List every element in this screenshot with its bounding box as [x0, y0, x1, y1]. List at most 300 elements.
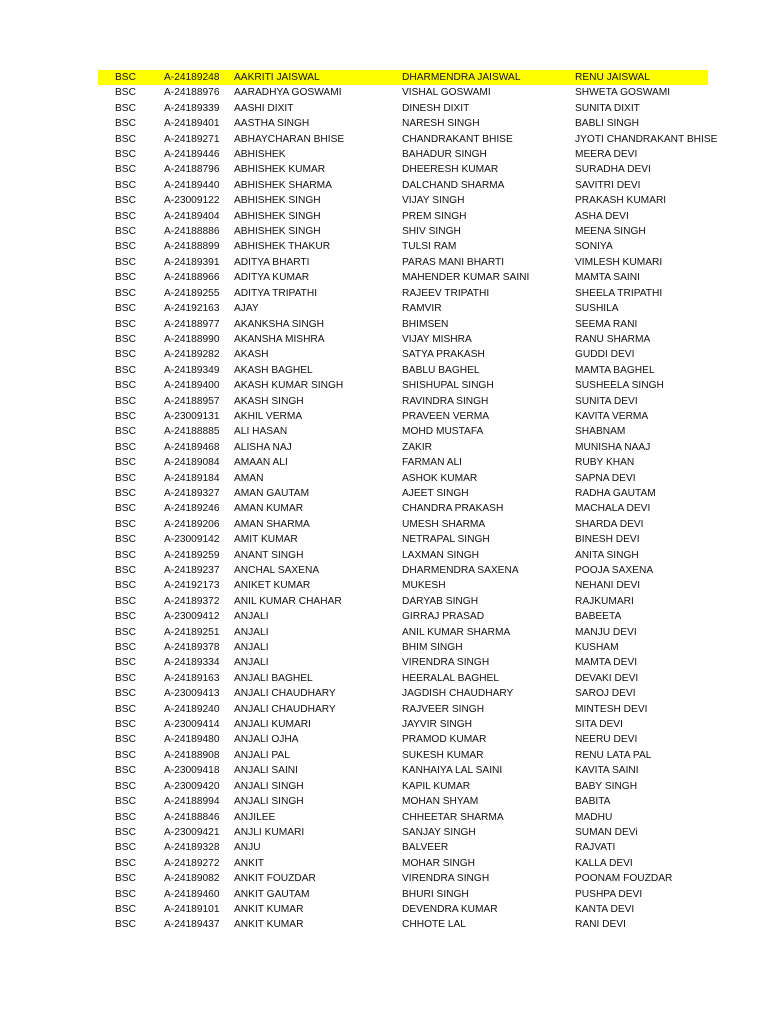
- table-row: [98, 856, 708, 871]
- student-name-cell: ANJALI CHAUDHARY: [234, 688, 336, 700]
- table-row: [98, 147, 708, 162]
- student-name-cell: AKASH KUMAR SINGH: [234, 380, 344, 392]
- roll-number-cell: A-24189255: [164, 287, 220, 299]
- mother-name-cell: PRAKASH KUMARI: [575, 195, 667, 207]
- mother-name-cell: GUDDI DEVI: [575, 349, 635, 361]
- course-cell: BSC: [115, 441, 136, 453]
- course-cell: BSC: [115, 749, 136, 761]
- course-cell: BSC: [115, 333, 136, 345]
- table-row: [98, 209, 708, 224]
- course-cell: BSC: [115, 87, 136, 99]
- father-name-cell: BABLU BAGHEL: [402, 364, 480, 376]
- father-name-cell: SANJAY SINGH: [402, 826, 476, 838]
- roll-number-cell: A-24189271: [164, 133, 220, 145]
- student-name-cell: ANIL KUMAR CHAHAR: [234, 595, 342, 607]
- father-name-cell: DHARMENDRA JAISWAL: [402, 72, 521, 83]
- course-cell: BSC: [115, 903, 136, 915]
- student-name-cell: ANJALI KUMARI: [234, 719, 311, 731]
- father-name-cell: BALVEER: [402, 842, 449, 854]
- student-name-cell: ADITYA KUMAR: [234, 272, 310, 284]
- student-name-cell: AKASH SINGH: [234, 395, 304, 407]
- course-cell: BSC: [115, 565, 136, 576]
- table-row: [98, 578, 708, 593]
- mother-name-cell: SUNITA DEVI: [575, 395, 638, 407]
- student-name-cell: AMAN SHARMA: [234, 518, 310, 530]
- roll-number-cell: A-24188994: [164, 796, 220, 808]
- student-name-cell: ANJALI SINGH: [234, 780, 304, 792]
- mother-name-cell: KALLA DEVI: [575, 857, 633, 869]
- table-row: [98, 178, 708, 193]
- father-name-cell: JAGDISH CHAUDHARY: [402, 688, 514, 700]
- course-cell: BSC: [115, 826, 136, 838]
- roll-number-cell: A-23009413: [164, 688, 220, 700]
- course-cell: BSC: [115, 318, 136, 330]
- roll-number-cell: A-24189084: [164, 457, 220, 469]
- student-name-cell: ANJALI: [234, 642, 269, 654]
- mother-name-cell: RANI DEVI: [575, 919, 626, 931]
- roll-number-cell: A-24189480: [164, 734, 220, 746]
- table-row: [98, 486, 708, 501]
- table-row: [98, 825, 708, 840]
- course-cell: BSC: [115, 626, 136, 638]
- roll-number-cell: A-24189240: [164, 703, 220, 715]
- student-name-cell: ANJLI KUMARI: [234, 826, 305, 838]
- mother-name-cell: MADHU: [575, 811, 613, 823]
- father-name-cell: BHIM SINGH: [402, 642, 463, 654]
- father-name-cell: VIJAY SINGH: [402, 195, 465, 207]
- course-cell: BSC: [115, 503, 136, 515]
- table-row: [98, 239, 708, 254]
- roll-number-cell: A-24188796: [164, 164, 220, 176]
- roll-number-cell: A-24189163: [164, 672, 220, 684]
- table-row: [98, 640, 708, 655]
- course-cell: BSC: [115, 133, 136, 145]
- mother-name-cell: VIMLESH KUMARI: [575, 256, 663, 268]
- student-name-cell: AKASH BAGHEL: [234, 364, 313, 376]
- student-name-cell: ALI HASAN: [234, 426, 288, 438]
- student-name-cell: AMAN: [234, 472, 264, 484]
- mother-name-cell: NEERU DEVI: [575, 734, 638, 746]
- roll-number-cell: A-24189246: [164, 503, 220, 515]
- course-cell: BSC: [115, 410, 136, 422]
- father-name-cell: VIJAY MISHRA: [402, 333, 472, 345]
- table-row: [98, 902, 708, 917]
- roll-number-cell: A-24189251: [164, 626, 220, 638]
- student-name-cell: ABHISHEK SINGH: [234, 195, 321, 207]
- mother-name-cell: SHARDA DEVI: [575, 518, 644, 530]
- course-cell: BSC: [115, 657, 136, 669]
- mother-name-cell: MACHALA DEVI: [575, 503, 651, 515]
- table-row: [98, 517, 708, 532]
- course-cell: BSC: [115, 72, 136, 83]
- mother-name-cell: SUSHILA: [575, 303, 619, 315]
- student-name-cell: ANJALI OJHA: [234, 734, 299, 746]
- student-name-cell: ANJU: [234, 842, 261, 854]
- roll-number-cell: A-23009421: [164, 826, 220, 838]
- mother-name-cell: MAMTA DEVI: [575, 657, 638, 669]
- mother-name-cell: RENU JAISWAL: [575, 72, 650, 83]
- course-cell: BSC: [115, 642, 136, 654]
- course-cell: BSC: [115, 164, 136, 176]
- student-name-cell: AMAN GAUTAM: [234, 487, 310, 499]
- course-cell: BSC: [115, 149, 136, 161]
- table-row: [98, 116, 708, 131]
- roll-number-cell: A-24189334: [164, 657, 220, 669]
- father-name-cell: TULSI RAM: [402, 241, 457, 253]
- mother-name-cell: POOJA SAXENA: [575, 565, 654, 576]
- student-name-cell: ABHISHEK THAKUR: [234, 241, 331, 253]
- course-cell: BSC: [115, 395, 136, 407]
- table-row: [98, 471, 708, 486]
- student-name-cell: ANKIT: [234, 857, 265, 869]
- student-name-cell: ABHISHEK SINGH: [234, 210, 321, 222]
- father-name-cell: PARAS MANI BHARTI: [402, 256, 505, 268]
- mother-name-cell: ASHA DEVI: [575, 210, 629, 222]
- table-row: [98, 317, 708, 332]
- student-name-cell: ADITYA TRIPATHI: [234, 287, 318, 299]
- roll-number-cell: A-24189440: [164, 179, 220, 191]
- father-name-cell: PRAVEEN VERMA: [402, 410, 489, 422]
- mother-name-cell: DEVAKI DEVI: [575, 672, 639, 684]
- table-row: [98, 840, 708, 855]
- father-name-cell: SUKESH KUMAR: [402, 749, 484, 761]
- mother-name-cell: SUNITA DIXIT: [575, 102, 640, 114]
- father-name-cell: BHURI SINGH: [402, 888, 469, 900]
- father-name-cell: SHIV SINGH: [402, 226, 461, 238]
- father-name-cell: HEERALAL BAGHEL: [402, 672, 500, 684]
- roll-number-cell: A-24189468: [164, 441, 220, 453]
- table-row: [98, 394, 708, 409]
- mother-name-cell: KUSHAM: [575, 642, 619, 654]
- roll-number-cell: A-24188990: [164, 333, 220, 345]
- mother-name-cell: RAJVATI: [575, 842, 616, 854]
- table-row: [98, 409, 708, 424]
- student-name-cell: ABHISHEK KUMAR: [234, 164, 326, 176]
- student-name-cell: ANKIT GAUTAM: [234, 888, 310, 900]
- father-name-cell: SATYA PRAKASH: [402, 349, 485, 361]
- course-cell: BSC: [115, 241, 136, 253]
- roll-number-cell: A-24188846: [164, 811, 220, 823]
- course-cell: BSC: [115, 919, 136, 931]
- father-name-cell: NETRAPAL SINGH: [402, 534, 490, 546]
- table-row: [98, 917, 708, 932]
- course-cell: BSC: [115, 703, 136, 715]
- table-row: [98, 332, 708, 347]
- mother-name-cell: SEEMA RANI: [575, 318, 638, 330]
- mother-name-cell: MAMTA SAINI: [575, 272, 640, 284]
- table-row: [98, 655, 708, 670]
- roll-number-cell: A-23009131: [164, 410, 220, 422]
- table-row: [98, 132, 718, 147]
- roll-number-cell: A-23009420: [164, 780, 220, 792]
- course-cell: BSC: [115, 487, 136, 499]
- course-cell: BSC: [115, 272, 136, 284]
- course-cell: BSC: [115, 857, 136, 869]
- student-name-cell: ABHISHEK SINGH: [234, 226, 321, 238]
- course-cell: BSC: [115, 226, 136, 238]
- student-name-cell: ABHISHEK SHARMA: [234, 179, 332, 191]
- course-cell: BSC: [115, 688, 136, 700]
- table-row: [98, 871, 708, 886]
- table-row: [98, 501, 708, 516]
- roll-number-cell: A-23009414: [164, 719, 220, 731]
- mother-name-cell: MAMTA BAGHEL: [575, 364, 655, 376]
- student-name-cell: AKANSHA MISHRA: [234, 333, 325, 345]
- table-row: [98, 548, 708, 563]
- course-cell: BSC: [115, 364, 136, 376]
- mother-name-cell: MUNISHA NAAJ: [575, 441, 651, 453]
- course-cell: BSC: [115, 734, 136, 746]
- course-cell: BSC: [115, 811, 136, 823]
- table-row: [98, 563, 708, 578]
- father-name-cell: RAVINDRA SINGH: [402, 395, 489, 407]
- table-row: [98, 609, 708, 624]
- course-cell: BSC: [115, 287, 136, 299]
- father-name-cell: VIRENDRA SINGH: [402, 873, 490, 885]
- mother-name-cell: SHABNAM: [575, 426, 626, 438]
- father-name-cell: MOHAR SINGH: [402, 857, 476, 869]
- father-name-cell: KAPIL KUMAR: [402, 780, 471, 792]
- father-name-cell: MOHAN SHYAM: [402, 796, 479, 808]
- mother-name-cell: SAVITRI DEVI: [575, 179, 641, 191]
- father-name-cell: VISHAL GOSWAMI: [402, 87, 491, 99]
- table-row: [98, 424, 708, 439]
- course-cell: BSC: [115, 719, 136, 731]
- roll-number-cell: A-24189446: [164, 149, 220, 161]
- roll-number-cell: A-23009412: [164, 611, 220, 623]
- roll-number-cell: A-24189327: [164, 487, 220, 499]
- student-name-cell: ANCHAL SAXENA: [234, 565, 320, 576]
- roll-number-cell: A-24189282: [164, 349, 220, 361]
- mother-name-cell: RADHA GAUTAM: [575, 487, 656, 499]
- course-cell: BSC: [115, 518, 136, 530]
- roll-number-cell: A-24188899: [164, 241, 220, 253]
- student-name-cell: ANKIT KUMAR: [234, 903, 304, 915]
- father-name-cell: CHANDRA PRAKASH: [402, 503, 504, 515]
- roll-number-cell: A-24189401: [164, 118, 220, 130]
- father-name-cell: VIRENDRA SINGH: [402, 657, 490, 669]
- roll-number-cell: A-24189437: [164, 919, 220, 931]
- father-name-cell: ASHOK KUMAR: [402, 472, 478, 484]
- course-cell: BSC: [115, 303, 136, 315]
- course-cell: BSC: [115, 534, 136, 546]
- table-row: [98, 625, 708, 640]
- mother-name-cell: JYOTI CHANDRAKANT BHISE: [575, 133, 718, 145]
- mother-name-cell: ANITA SINGH: [575, 549, 639, 561]
- father-name-cell: ZAKIR: [402, 441, 433, 453]
- student-name-cell: AMIT KUMAR: [234, 534, 298, 546]
- father-name-cell: DARYAB SINGH: [402, 595, 479, 607]
- roll-number-cell: A-24189259: [164, 549, 220, 561]
- mother-name-cell: BABLI SINGH: [575, 118, 639, 130]
- table-row: [98, 347, 708, 362]
- course-cell: BSC: [115, 595, 136, 607]
- roll-number-cell: A-24189339: [164, 102, 220, 114]
- father-name-cell: MUKESH: [402, 580, 446, 592]
- student-name-cell: AMAAN ALI: [234, 457, 288, 469]
- mother-name-cell: SHEELA TRIPATHI: [575, 287, 663, 299]
- father-name-cell: RAMVIR: [402, 303, 442, 315]
- course-cell: BSC: [115, 179, 136, 191]
- roll-number-cell: A-24188976: [164, 87, 220, 99]
- mother-name-cell: SHWETA GOSWAMI: [575, 87, 671, 99]
- table-row: [98, 101, 708, 116]
- student-name-cell: ANJALI: [234, 626, 269, 638]
- course-cell: BSC: [115, 472, 136, 484]
- roll-number-cell: A-24189372: [164, 595, 220, 607]
- spreadsheet-table: [98, 70, 718, 933]
- student-name-cell: AASHI DIXIT: [234, 102, 294, 114]
- table-row: [98, 455, 708, 470]
- father-name-cell: BAHADUR SINGH: [402, 149, 487, 161]
- mother-name-cell: PUSHPA DEVI: [575, 888, 643, 900]
- mother-name-cell: SONIYA: [575, 241, 613, 253]
- course-cell: BSC: [115, 102, 136, 114]
- roll-number-cell: A-24189391: [164, 256, 220, 268]
- father-name-cell: DINESH DIXIT: [402, 102, 470, 114]
- course-cell: BSC: [115, 380, 136, 392]
- father-name-cell: MOHD MUSTAFA: [402, 426, 484, 438]
- table-row: [98, 255, 708, 270]
- father-name-cell: PREM SINGH: [402, 210, 467, 222]
- mother-name-cell: RANU SHARMA: [575, 333, 651, 345]
- roll-number-cell: A-24189237: [164, 565, 220, 576]
- mother-name-cell: RENU LATA PAL: [575, 749, 652, 761]
- father-name-cell: RAJVEER SINGH: [402, 703, 485, 715]
- course-cell: BSC: [115, 118, 136, 130]
- mother-name-cell: SUSHEELA SINGH: [575, 380, 664, 392]
- roll-number-cell: A-24189101: [164, 903, 220, 915]
- course-cell: BSC: [115, 195, 136, 207]
- table-row: [98, 363, 708, 378]
- roll-number-cell: A-24188885: [164, 426, 220, 438]
- roll-number-cell: A-24189328: [164, 842, 220, 854]
- father-name-cell: SHISHUPAL SINGH: [402, 380, 494, 392]
- mother-name-cell: BABITA: [575, 796, 611, 808]
- student-name-cell: ABHAYCHARAN BHISE: [234, 133, 345, 145]
- roll-number-cell: A-24189272: [164, 857, 220, 869]
- mother-name-cell: SURADHA DEVI: [575, 164, 651, 176]
- table-row: [98, 702, 708, 717]
- table-row: [98, 286, 708, 301]
- student-name-cell: ANJALI: [234, 657, 269, 669]
- father-name-cell: DALCHAND SHARMA: [402, 179, 505, 191]
- father-name-cell: DEVENDRA KUMAR: [402, 903, 498, 915]
- student-name-cell: AARADHYA GOSWAMI: [234, 87, 342, 99]
- student-name-cell: ANJALI SAINI: [234, 765, 298, 777]
- roll-number-cell: A-24188957: [164, 395, 220, 407]
- roll-number-cell: A-24188886: [164, 226, 220, 238]
- course-cell: BSC: [115, 426, 136, 438]
- course-cell: BSC: [115, 796, 136, 808]
- table-row: [98, 301, 708, 316]
- table-row: [98, 224, 708, 239]
- course-cell: BSC: [115, 580, 136, 592]
- student-name-cell: ANJALI BAGHEL: [234, 672, 313, 684]
- father-name-cell: CHHOTE LAL: [402, 919, 466, 931]
- course-cell: BSC: [115, 780, 136, 792]
- father-name-cell: MAHENDER KUMAR SAINI: [402, 272, 530, 284]
- student-name-cell: ANJALI: [234, 611, 269, 623]
- father-name-cell: DHARMENDRA SAXENA: [402, 565, 519, 576]
- course-cell: BSC: [115, 672, 136, 684]
- roll-number-cell: A-24188977: [164, 318, 220, 330]
- table-row: [98, 532, 708, 547]
- student-name-cell: ANJALI CHAUDHARY: [234, 703, 336, 715]
- mother-name-cell: NEHANI DEVI: [575, 580, 641, 592]
- mother-name-cell: SAPNA DEVI: [575, 472, 636, 484]
- student-name-cell: ANANT SINGH: [234, 549, 304, 561]
- table-row: [98, 85, 708, 100]
- roll-number-cell: A-24192163: [164, 303, 220, 315]
- father-name-cell: LAXMAN SINGH: [402, 549, 479, 561]
- father-name-cell: BHIMSEN: [402, 318, 449, 330]
- student-name-cell: ABHISHEK: [234, 149, 286, 161]
- course-cell: BSC: [115, 349, 136, 361]
- student-name-cell: ANJILEE: [234, 811, 276, 823]
- father-name-cell: FARMAN ALI: [402, 457, 463, 469]
- student-name-cell: AAKRITI JAISWAL: [234, 72, 320, 83]
- roll-number-cell: A-24189248: [164, 72, 220, 83]
- roll-number-cell: A-24189082: [164, 873, 220, 885]
- student-name-cell: AKHIL VERMA: [234, 410, 303, 422]
- course-cell: BSC: [115, 611, 136, 623]
- table-row: [98, 193, 708, 208]
- student-name-cell: AMAN KUMAR: [234, 503, 304, 515]
- course-cell: BSC: [115, 256, 136, 268]
- father-name-cell: KANHAIYA LAL SAINI: [402, 765, 503, 777]
- mother-name-cell: BABEETA: [575, 611, 622, 623]
- father-name-cell: DHEERESH KUMAR: [402, 164, 499, 176]
- table-row: [98, 671, 708, 686]
- course-cell: BSC: [115, 457, 136, 469]
- student-name-cell: ANIKET KUMAR: [234, 580, 311, 592]
- roll-number-cell: A-24188966: [164, 272, 220, 284]
- course-cell: BSC: [115, 765, 136, 777]
- student-name-cell: AJAY: [234, 303, 259, 315]
- roll-number-cell: A-24192173: [164, 580, 220, 592]
- table-row: [98, 717, 708, 732]
- mother-name-cell: MANJU DEVI: [575, 626, 637, 638]
- roll-number-cell: A-24189378: [164, 642, 220, 654]
- father-name-cell: JAYVIR SINGH: [402, 719, 473, 731]
- course-cell: BSC: [115, 888, 136, 900]
- table-row: [98, 887, 708, 902]
- father-name-cell: RAJEEV TRIPATHI: [402, 287, 490, 299]
- table-row: [98, 763, 708, 778]
- highlighted-table-row: [98, 70, 708, 85]
- mother-name-cell: BABY SINGH: [575, 780, 638, 792]
- table-row: [98, 794, 708, 809]
- student-name-cell: ANKIT FOUZDAR: [234, 873, 316, 885]
- mother-name-cell: BINESH DEVI: [575, 534, 640, 546]
- roll-number-cell: A-24189404: [164, 210, 220, 222]
- father-name-cell: GIRRAJ PRASAD: [402, 611, 485, 623]
- father-name-cell: AJEET SINGH: [402, 487, 469, 499]
- table-row: [98, 779, 708, 794]
- roll-number-cell: A-24189460: [164, 888, 220, 900]
- table-row: [98, 440, 708, 455]
- student-name-cell: AKANKSHA SINGH: [234, 318, 325, 330]
- student-name-cell: ALISHA NAJ: [234, 441, 292, 453]
- course-cell: BSC: [115, 549, 136, 561]
- mother-name-cell: POONAM FOUZDAR: [575, 873, 673, 885]
- student-name-cell: ANKIT KUMAR: [234, 919, 304, 931]
- mother-name-cell: RAJKUMARI: [575, 595, 634, 607]
- father-name-cell: NARESH SINGH: [402, 118, 480, 130]
- roll-number-cell: A-24189349: [164, 364, 220, 376]
- father-name-cell: ANIL KUMAR SHARMA: [402, 626, 511, 638]
